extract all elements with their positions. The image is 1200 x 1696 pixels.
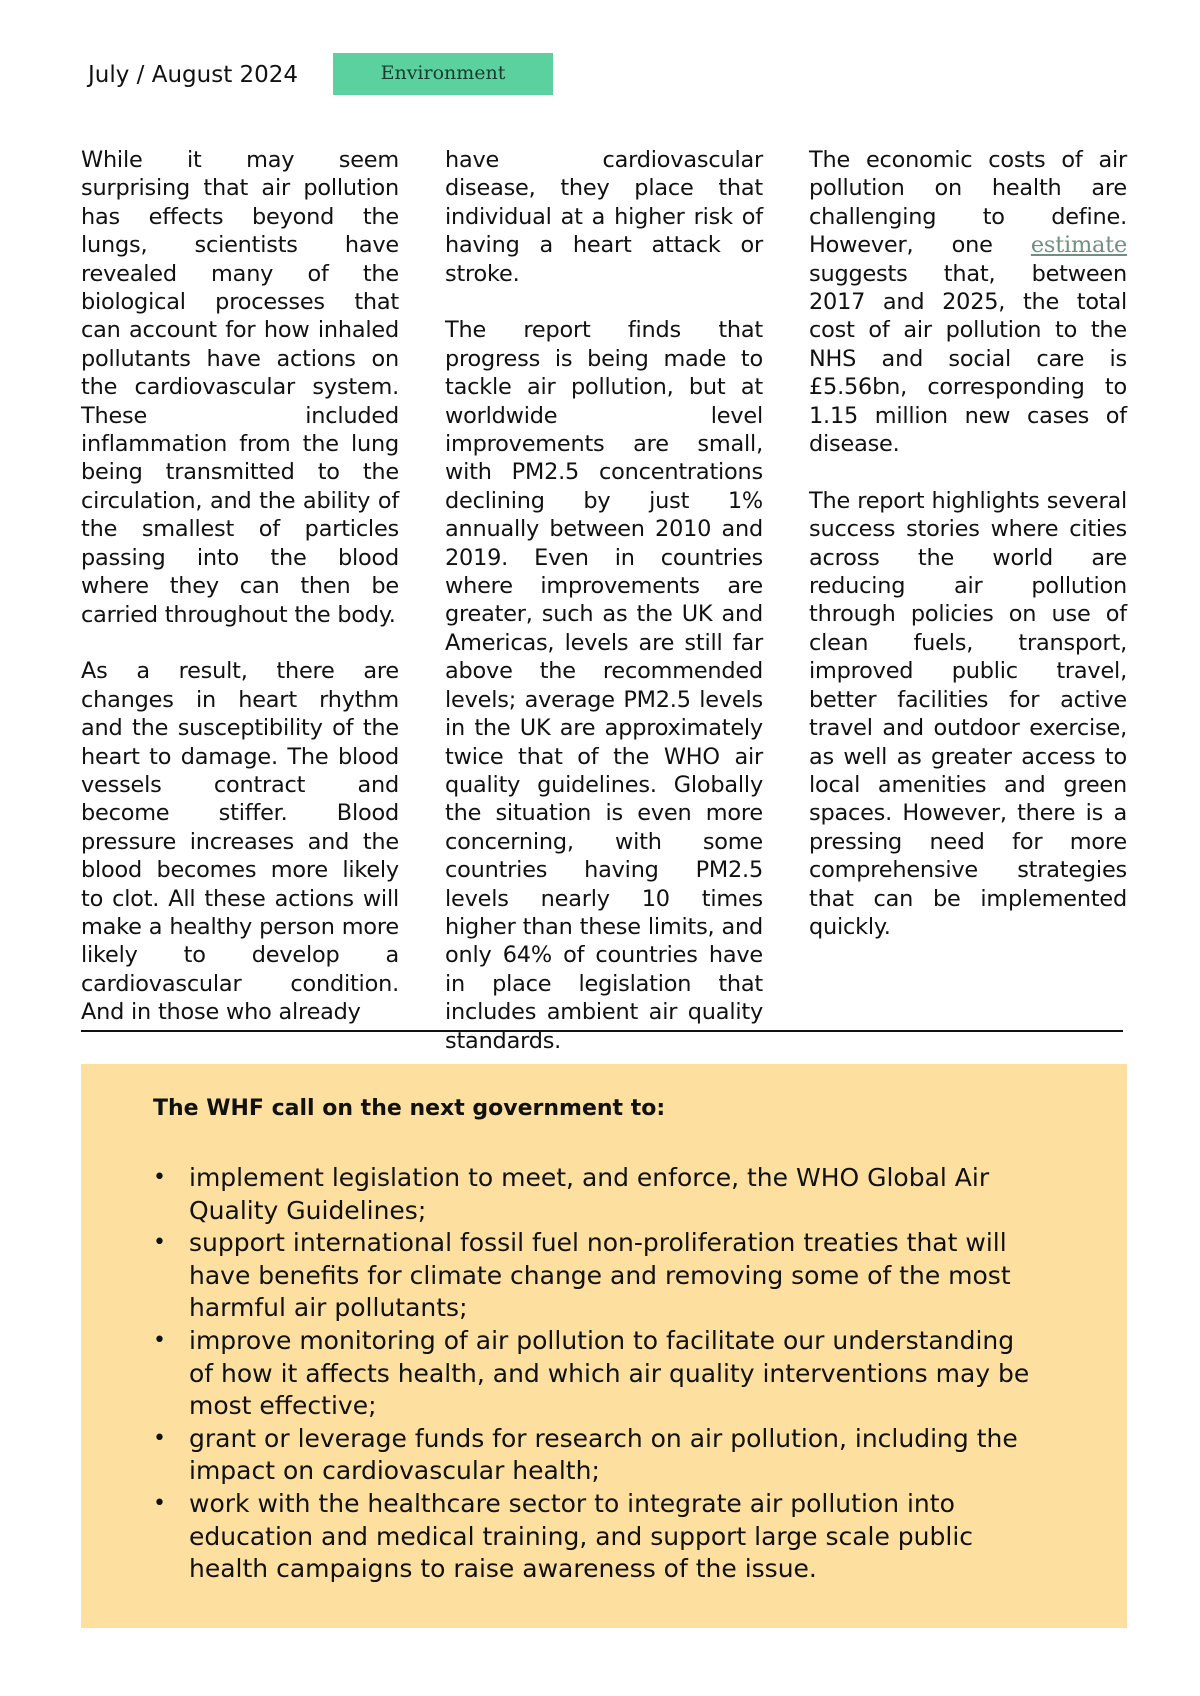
paragraph: The report highlights several success stories where cities across the world are reducing air pollution through policies on use of clean fuels, transport, improved public travel, better facilities for active travel and outdoor exercise, as well as greater access to local amenities and green spaces. However, there is a pressing need for more comprehensive strategies that can be implemented quickly. <box>809 487 1127 940</box>
list-item <box>153 1325 1033 1423</box>
list-item <box>153 1162 1033 1227</box>
paragraph: The report finds that progress is being made to tackle air pollution, but at worldwide level improvements are small, with PM2.5 concentrations declining by just 1% annually between 2010 and 2019. Even in countries where improvements are greater, such as the UK and Americas, levels are still far above the recommended levels; average PM2.5 levels in the UK are approximately twice that of the WHO air quality guidelines. Globally the situation is even more concerning, with some countries having PM2.5 levels nearly 10 times higher than these limits, and only 64% of countries have in place legislation that includes ambient air quality standards. <box>445 317 763 1054</box>
article-column-2 <box>445 146 763 1083</box>
issue-date: July / August 2024 <box>88 62 299 88</box>
estimate-link[interactable]: estimate <box>1030 232 1128 259</box>
bullet-icon: • <box>153 1165 166 1190</box>
list-item-text: improve monitoring of air pollution to facilitate our understanding of how it affects health, and which air quality interventions may be most effective; <box>189 1325 1030 1421</box>
section-tag: Environment <box>333 53 553 95</box>
section-divider <box>81 1030 1123 1032</box>
paragraph-text: The economic costs of air pollution on health are challenging to define. However, one <box>809 147 1127 259</box>
list-item <box>153 1227 1033 1325</box>
paragraph: While it may seem surprising that air pollution has effects beyond the lungs, scientists have revealed many of the biological processes that can account for how inhaled pollutants have actions on the cardiovascular system. These included inflammation from the lung being transmitted to the circulation, and the ability of the smallest of particles passing into the blood where they can then be carried throughout the body. <box>81 147 399 628</box>
recommendations-list <box>153 1162 1033 1586</box>
list-item <box>153 1423 1033 1488</box>
bullet-icon: • <box>153 1327 166 1353</box>
list-item-text: implement legislation to meet, and enforce, the WHO Global Air Quality Guidelines; <box>189 1163 990 1225</box>
bullet-icon: • <box>153 1425 166 1451</box>
article-column-3 <box>809 146 1127 970</box>
list-item-text: support international fossil fuel non-proliferation treaties that will have benefits for climate change and removing some of the most harmful air pollutants; <box>189 1228 1011 1323</box>
list-item-text: grant or leverage funds for research on air pollution, including the impact on cardiovascular health; <box>189 1423 1018 1486</box>
bullet-icon: • <box>153 1230 166 1256</box>
paragraph: As a result, there are changes in heart rhythm and the susceptibility of the heart to damage. The blood vessels contract and become stiffer. Blood pressure increases and the blood becomes more likely to clot. All these actions will make a healthy person more likely to develop a cardiovascular condition. And in those who already <box>81 658 399 1026</box>
paragraph: have cardiovascular disease, they place that individual at a higher risk of having a heart attack or stroke. <box>445 147 763 287</box>
paragraph-text: suggests that, between 2017 and 2025, the total cost of air pollution to the NHS and social care is £5.56bn, corresponding to 1.15 million new cases of disease. <box>809 260 1127 458</box>
article-column-1 <box>81 146 399 1055</box>
list-item <box>153 1488 1033 1586</box>
callout-title: The WHF call on the next government to: <box>153 1096 666 1121</box>
bullet-icon: • <box>153 1490 166 1516</box>
paragraph <box>809 146 1127 458</box>
callout-box <box>81 1064 1127 1628</box>
list-item-text: work with the healthcare sector to integrate air pollution into education and medical training, and support large scale public health campaigns to raise awareness of the issue. <box>189 1488 974 1584</box>
